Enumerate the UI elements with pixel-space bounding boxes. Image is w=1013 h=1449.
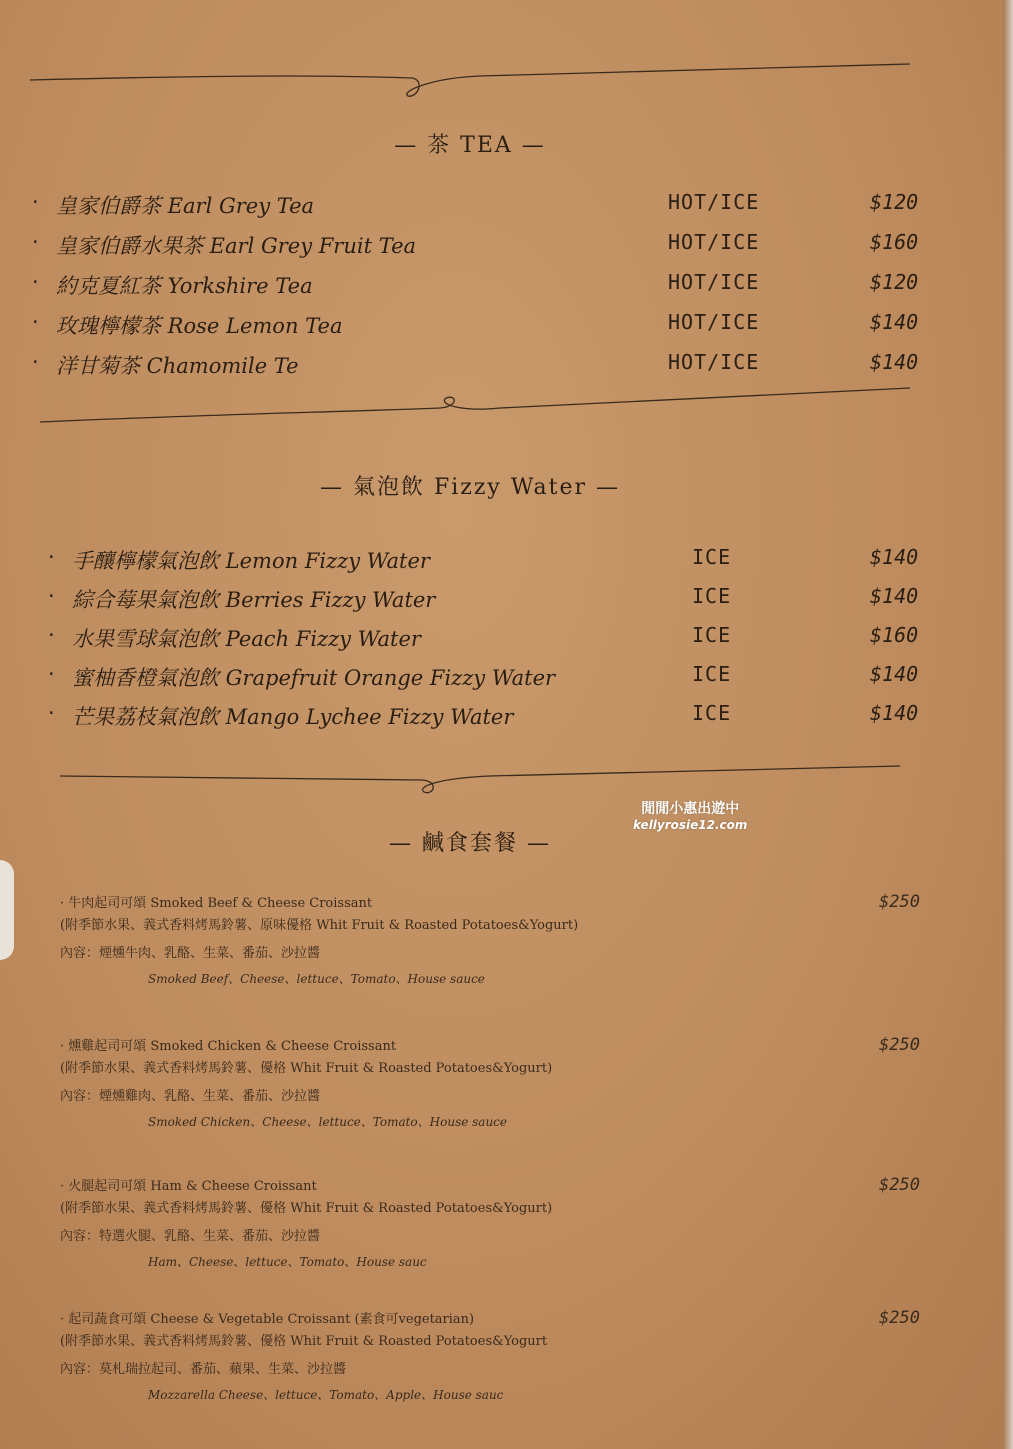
set-price: $250: [879, 1175, 920, 1195]
set-contents: 內容：煙燻雞肉、乳酪、生菜、番茄、沙拉醬: [60, 1089, 321, 1104]
set-contents-en: Ham、Cheese、lettuce、Tomato、House sauc: [148, 1255, 427, 1269]
item-price: $120: [870, 190, 919, 214]
bullet: ·: [32, 190, 39, 214]
item-price: $140: [870, 701, 919, 725]
set-title: · 火腿起司可頌 Ham & Cheese Croissant: [60, 1179, 317, 1194]
item-name: 洋甘菊茶 Chamomile Te: [56, 354, 299, 378]
item-price: $160: [870, 623, 919, 647]
menu-item: [32, 270, 932, 304]
bullet: ·: [32, 270, 39, 294]
item-temp: HOT/ICE: [668, 350, 760, 374]
item-temp: ICE: [692, 623, 732, 647]
set-contents-en: Smoked Chicken、Cheese、lettuce、Tomato、House sauce: [148, 1115, 508, 1129]
item-price: $140: [870, 545, 919, 569]
set-title: · 起司蔬食可頌 Cheese & Vegetable Croissant (素食可vegetarian): [60, 1312, 475, 1327]
set-contents-en: Mozzarella Cheese、lettuce、Tomato、Apple、House sauc: [148, 1388, 504, 1402]
menu-item: [48, 662, 928, 696]
tea-section-title: — 茶 TEA —: [394, 133, 546, 158]
menu-item: [32, 350, 932, 384]
item-price: $140: [870, 662, 919, 686]
right-edge-strip: [1003, 0, 1013, 1449]
set-contents: 內容：特選火腿、乳酪、生菜、番茄、沙拉醬: [60, 1229, 321, 1244]
watermark-url: kellyrosie12.com: [633, 818, 748, 832]
menu-item: [32, 230, 932, 264]
item-name: 水果雪球氣泡飲 Peach Fizzy Water: [72, 627, 421, 651]
bullet: ·: [48, 701, 55, 725]
item-temp: HOT/ICE: [668, 230, 760, 254]
menu-item: [48, 701, 928, 735]
item-temp: HOT/ICE: [668, 270, 760, 294]
menu-item: [48, 623, 928, 657]
item-price: $140: [870, 584, 919, 608]
croissant-set: [60, 892, 940, 998]
menu-item: [48, 545, 928, 579]
set-price: $250: [879, 1308, 920, 1328]
item-name: 蜜柚香橙氣泡飲 Grapefruit Orange Fizzy Water: [72, 666, 556, 690]
set-price: $250: [879, 1035, 920, 1055]
set-title: · 燻雞起司可頌 Smoked Chicken & Cheese Croissant: [60, 1039, 397, 1054]
fizzy-divider: [20, 750, 920, 810]
set-contents: 內容：煙燻牛肉、乳酪、生菜、番茄、沙拉醬: [60, 946, 321, 961]
item-temp: ICE: [692, 584, 732, 608]
item-price: $140: [870, 310, 919, 334]
item-temp: ICE: [692, 545, 732, 569]
croissant-set: [60, 1175, 940, 1281]
bullet: ·: [48, 662, 55, 686]
item-name: 芒果荔枝氣泡飲 Mango Lychee Fizzy Water: [72, 705, 514, 729]
menu-item: [48, 584, 928, 618]
item-name: 皇家伯爵茶 Earl Grey Tea: [56, 194, 315, 218]
croissant-set: [60, 1308, 940, 1414]
bullet: ·: [32, 350, 39, 374]
item-name: 皇家伯爵水果茶 Earl Grey Fruit Tea: [56, 234, 417, 258]
savory-section-title: — 鹹食套餐 —: [389, 831, 551, 856]
item-price: $160: [870, 230, 919, 254]
set-contents: 內容：莫札瑞拉起司、番茄、蘋果、生菜、沙拉醬: [60, 1362, 347, 1377]
set-sides: (附季節水果、義式香料烤馬鈴薯、原味優格 Whit Fruit & Roasted Potatoes&Yogurt): [60, 918, 579, 933]
set-contents-en: Smoked Beef、Cheese、lettuce、Tomato、House sauce: [148, 972, 485, 986]
set-sides: (附季節水果、義式香料烤馬鈴薯、優格 Whit Fruit & Roasted Potatoes&Yogurt: [60, 1334, 548, 1349]
finger-shadow: [0, 860, 14, 960]
menu-item: [32, 190, 932, 224]
item-name: 玫瑰檸檬茶 Rose Lemon Tea: [56, 314, 343, 338]
croissant-set: [60, 1035, 940, 1141]
item-price: $140: [870, 350, 919, 374]
bullet: ·: [32, 230, 39, 254]
top-divider: [20, 58, 920, 118]
watermark-name: 閒閒小惠出遊中: [641, 801, 740, 817]
item-temp: HOT/ICE: [668, 190, 760, 214]
item-price: $120: [870, 270, 919, 294]
set-sides: (附季節水果、義式香料烤馬鈴薯、優格 Whit Fruit & Roasted Potatoes&Yogurt): [60, 1061, 553, 1076]
item-name: 手釀檸檬氣泡飲 Lemon Fizzy Water: [72, 549, 430, 573]
fizzy-section-title: — 氣泡飲 Fizzy Water —: [319, 475, 621, 500]
bullet: ·: [48, 545, 55, 569]
item-name: 綜合莓果氣泡飲 Berries Fizzy Water: [72, 588, 436, 612]
bullet: ·: [48, 623, 55, 647]
item-temp: ICE: [692, 701, 732, 725]
item-temp: HOT/ICE: [668, 310, 760, 334]
tea-divider: [20, 380, 920, 440]
set-title: · 牛肉起司可頌 Smoked Beef & Cheese Croissant: [60, 896, 373, 911]
menu-item: [32, 310, 932, 344]
bullet: ·: [48, 584, 55, 608]
item-temp: ICE: [692, 662, 732, 686]
item-name: 約克夏紅茶 Yorkshire Tea: [56, 274, 313, 298]
bullet: ·: [32, 310, 39, 334]
set-sides: (附季節水果、義式香料烤馬鈴薯、優格 Whit Fruit & Roasted Potatoes&Yogurt): [60, 1201, 553, 1216]
set-price: $250: [879, 892, 920, 912]
